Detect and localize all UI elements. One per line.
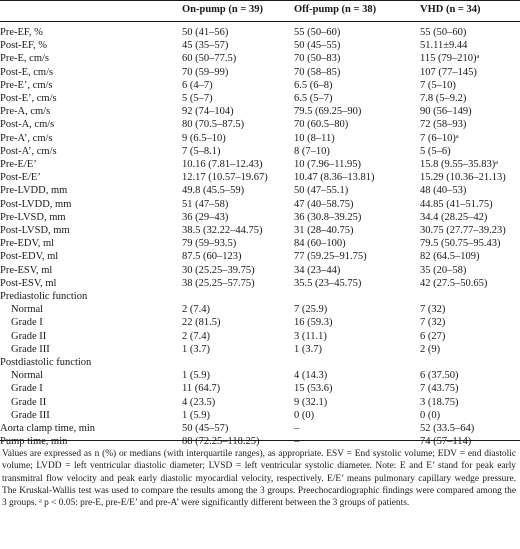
vhd-value [416, 356, 520, 369]
row-label: Pre-A, cm/s [0, 106, 51, 118]
row-label: Post-EF, % [0, 40, 47, 52]
table-row [0, 250, 520, 263]
on-pump-value: 50 (41–56) [182, 27, 229, 38]
row-label: Pre-E, cm/s [0, 53, 49, 65]
table-row [0, 343, 520, 356]
header-vhd: VHD (n = 34) [420, 4, 481, 15]
vhd-value: 82 (64.5–109) [420, 251, 480, 263]
off-pump-value: 10.47 (8.36–13.81) [294, 172, 375, 184]
table-row [0, 92, 520, 105]
on-pump-value: 50 (45–57) [182, 423, 229, 435]
on-pump-value: 6 (4–7) [182, 79, 213, 91]
table-row [0, 52, 520, 65]
table-row [0, 409, 520, 422]
off-pump-value: 77 (59.25–91.75) [294, 251, 367, 263]
row-label: Pre-E’, cm/s [0, 79, 53, 91]
table-row [0, 198, 520, 211]
off-pump-value [287, 356, 416, 369]
vhd-value: 48 (40–53) [420, 185, 467, 197]
table-row [0, 224, 520, 237]
table-row [0, 171, 520, 184]
on-pump-value: 1 (3.7) [182, 343, 210, 355]
on-pump-value: 22 (81.5) [182, 317, 221, 329]
row-label: Post-A, cm/s [0, 119, 55, 131]
table-row [0, 330, 520, 343]
off-pump-value: 70 (58–85) [294, 66, 341, 78]
on-pump-value: 80 (70.5–87.5) [182, 119, 245, 131]
vhd-value: 115 (79–210)ᵃ [420, 53, 480, 65]
on-pump-value: 2 (7.4) [182, 304, 210, 316]
vhd-value: 90 (56–149) [420, 106, 472, 118]
vhd-value: 74 (57–114) [420, 436, 472, 448]
header-off-pump: Off-pump (n = 38) [294, 4, 377, 15]
row-label: Post-E/E’ [0, 172, 41, 184]
vhd-value: 6 (27) [420, 330, 446, 342]
table-row [0, 316, 520, 329]
off-pump-value: 47 (40–58.75) [294, 198, 354, 210]
on-pump-value: 11 (64.7) [182, 383, 221, 395]
table-row [0, 105, 520, 118]
row-label: Pre-LVSD, mm [0, 211, 66, 223]
table-row [0, 26, 520, 39]
off-pump-value: 55 (50–60) [294, 27, 341, 38]
vhd-value: 7 (32) [420, 317, 446, 329]
table-row [0, 264, 520, 277]
table-footnote: Values are expressed as n (%) or medians (with interquartile ranges), as appropriate. ESV = End systolic volume; EDV = end diastolic volume; LVDD = left ventricular diastolic diameter; LVSD = left ventricular systolic diameter. Note: E and E’ stand for peak early transmitral flow velocity and peak early diastolic myocardial velocity, respectively. E/E’ means pulmonary capillary wedge pressure. The Kruskal-Wallis test was used to compare the results among the 3 groups. Preechocardiographic findings were compared among the 3 groups. ᵃ p < 0.05: pre-E, pre-E/E’ and pre-A’ were significantly different between the 3 groups of patients. [2, 449, 516, 509]
off-pump-value: 3 (11.1) [294, 330, 327, 342]
vhd-value: 107 (77–145) [420, 66, 477, 78]
off-pump-value: 50 (47–55.1) [294, 185, 349, 197]
off-pump-value: 84 (60–100) [294, 238, 346, 250]
row-label: Grade III [11, 409, 50, 421]
vhd-value: 15.8 (9.55–35.83)ᵃ [420, 159, 499, 171]
vhd-value: 52 (33.5–64) [420, 423, 475, 435]
row-label: Postdiastolic function [0, 357, 92, 369]
vhd-value: 35 (20–58) [420, 264, 467, 276]
on-pump-value: 79 (59–93.5) [182, 238, 237, 250]
on-pump-value: 92 (74–104) [182, 106, 234, 118]
off-pump-value: 79.5 (69.25–90) [294, 106, 362, 118]
row-label: Pump time, min [0, 436, 68, 448]
table-row [0, 158, 520, 171]
off-pump-value: 4 (14.3) [294, 370, 328, 382]
vhd-value: 7 (6–10)ᵃ [420, 132, 459, 144]
off-pump-value: 6.5 (5–7) [294, 93, 333, 105]
table-row [0, 382, 520, 395]
on-pump-value: 1 (5.9) [182, 409, 210, 421]
vhd-value: 42 (27.5–50.65) [420, 277, 488, 289]
row-label: Post-LVDD, mm [0, 198, 72, 210]
table-row [0, 422, 520, 435]
row-label: Pre-ESV, ml [0, 264, 53, 276]
row-label: Post-E’, cm/s [0, 93, 57, 105]
off-pump-value: 10 (7.96–11.95) [294, 159, 361, 171]
off-pump-value: 34 (23–44) [294, 264, 341, 276]
row-label: Grade II [11, 396, 47, 408]
row-label: Grade II [11, 330, 47, 342]
table-row [0, 435, 520, 448]
on-pump-value: 7 (5–8.1) [182, 145, 221, 157]
vhd-value: 0 (0) [420, 409, 441, 421]
table-row [0, 396, 520, 409]
vhd-value: 7 (32) [420, 304, 446, 316]
vhd-value: 55 (50–60) [420, 27, 467, 38]
table-body [0, 22, 520, 449]
off-pump-value: 70 (60.5–80) [294, 119, 349, 131]
on-pump-value: 51 (47–58) [182, 198, 229, 210]
on-pump-value: 87.5 (60–123) [182, 251, 242, 263]
row-label: Prediastolic function [0, 291, 88, 303]
vhd-value: 6 (37.50) [420, 370, 459, 382]
off-pump-value: – [294, 423, 300, 435]
row-label: Grade III [11, 343, 50, 355]
off-pump-value: 9 (32.1) [294, 396, 328, 408]
vhd-value [416, 290, 520, 303]
off-pump-value: 6.5 (6–8) [294, 79, 333, 91]
on-pump-value: 38 (25.25–57.75) [182, 277, 255, 289]
row-label: Grade I [11, 383, 43, 395]
off-pump-value: 36 (30.8–39.25) [294, 211, 362, 223]
on-pump-value [166, 356, 287, 369]
row-label: Post-EDV, ml [0, 251, 59, 263]
off-pump-value: 16 (59.3) [294, 317, 333, 329]
table-row [0, 290, 520, 303]
table-row [0, 369, 520, 382]
row-label: Normal [11, 304, 44, 316]
on-pump-value: 49.8 (45.5–59) [182, 185, 245, 197]
on-pump-value: 4 (23.5) [182, 396, 216, 408]
row-label: Aorta clamp time, min [0, 423, 96, 435]
table-row [0, 145, 520, 158]
row-label: Post-ESV, ml [0, 277, 57, 289]
on-pump-value: 70 (59–99) [182, 66, 229, 78]
on-pump-value: 5 (5–7) [182, 93, 213, 105]
vhd-value: 30.75 (27.77–39.23) [420, 225, 506, 237]
off-pump-value: 70 (50–83) [294, 53, 341, 65]
vhd-value: 5 (5–6) [420, 145, 451, 157]
on-pump-value: 30 (25.25–39.75) [182, 264, 255, 276]
vhd-value: 2 (9) [420, 343, 441, 355]
vhd-value: 34.4 (28.25–42) [420, 211, 488, 223]
on-pump-value: 36 (29–43) [182, 211, 229, 223]
off-pump-value: 31 (28–40.75) [294, 225, 354, 237]
header-label [0, 0, 166, 22]
on-pump-value: 2 (7.4) [182, 330, 210, 342]
table-row [0, 211, 520, 224]
vhd-value: 7 (5–10) [420, 79, 456, 91]
off-pump-value: – [294, 436, 300, 448]
row-label: Post-E, cm/s [0, 66, 54, 78]
vhd-value: 3 (18.75) [420, 396, 459, 408]
vhd-value: 72 (58–93) [420, 119, 467, 131]
header-on-pump: On-pump (n = 39) [182, 4, 263, 15]
vhd-value: 44.85 (41–51.75) [420, 198, 493, 210]
off-pump-value: 1 (3.7) [294, 343, 322, 355]
row-label: Pre-EF, % [0, 27, 43, 38]
table-row [0, 39, 520, 52]
row-label: Pre-LVDD, mm [0, 185, 68, 197]
row-label: Pre-E/E’ [0, 159, 37, 171]
on-pump-value: 60 (50–77.5) [182, 53, 237, 65]
off-pump-value [287, 290, 416, 303]
table-row [0, 303, 520, 316]
table-row [0, 237, 520, 250]
on-pump-value: 45 (35–57) [182, 40, 229, 52]
off-pump-value: 7 (25.9) [294, 304, 328, 316]
vhd-value: 79.5 (50.75–95.43) [420, 238, 501, 250]
on-pump-value: 12.17 (10.57–19.67) [182, 172, 268, 184]
table-row [0, 184, 520, 197]
vhd-value: 7.8 (5–9.2) [420, 93, 467, 105]
table-row [0, 79, 520, 92]
row-label: Normal [11, 370, 44, 382]
vhd-value: 15.29 (10.36–21.13) [420, 172, 506, 184]
off-pump-value: 8 (7–10) [294, 145, 330, 157]
table-row [0, 118, 520, 131]
row-label: Post-A’, cm/s [0, 145, 57, 157]
row-label: Pre-EDV, ml [0, 238, 55, 250]
vhd-value: 7 (43.75) [420, 383, 459, 395]
vhd-value: 51.11±9.44 [420, 40, 468, 52]
on-pump-value: 38.5 (32.22–44.75) [182, 225, 263, 237]
table-row [0, 356, 520, 369]
off-pump-value: 10 (8–11) [294, 132, 335, 144]
off-pump-value: 0 (0) [294, 409, 315, 421]
off-pump-value: 50 (45–55) [294, 40, 341, 52]
off-pump-value: 35.5 (23–45.75) [294, 277, 362, 289]
header-row [0, 0, 520, 22]
on-pump-value [166, 290, 287, 303]
on-pump-value: 88 (72.25–118.25) [182, 436, 260, 448]
row-label: Grade I [11, 317, 43, 329]
table-row [0, 132, 520, 145]
on-pump-value: 9 (6.5–10) [182, 132, 226, 144]
row-label: Pre-A’, cm/s [0, 132, 53, 144]
on-pump-value: 10.16 (7.81–12.43) [182, 159, 263, 171]
row-label: Post-LVSD, mm [0, 225, 70, 237]
off-pump-value: 15 (53.6) [294, 383, 333, 395]
table-row [0, 277, 520, 290]
table-row [0, 66, 520, 79]
on-pump-value: 1 (5.9) [182, 370, 210, 382]
